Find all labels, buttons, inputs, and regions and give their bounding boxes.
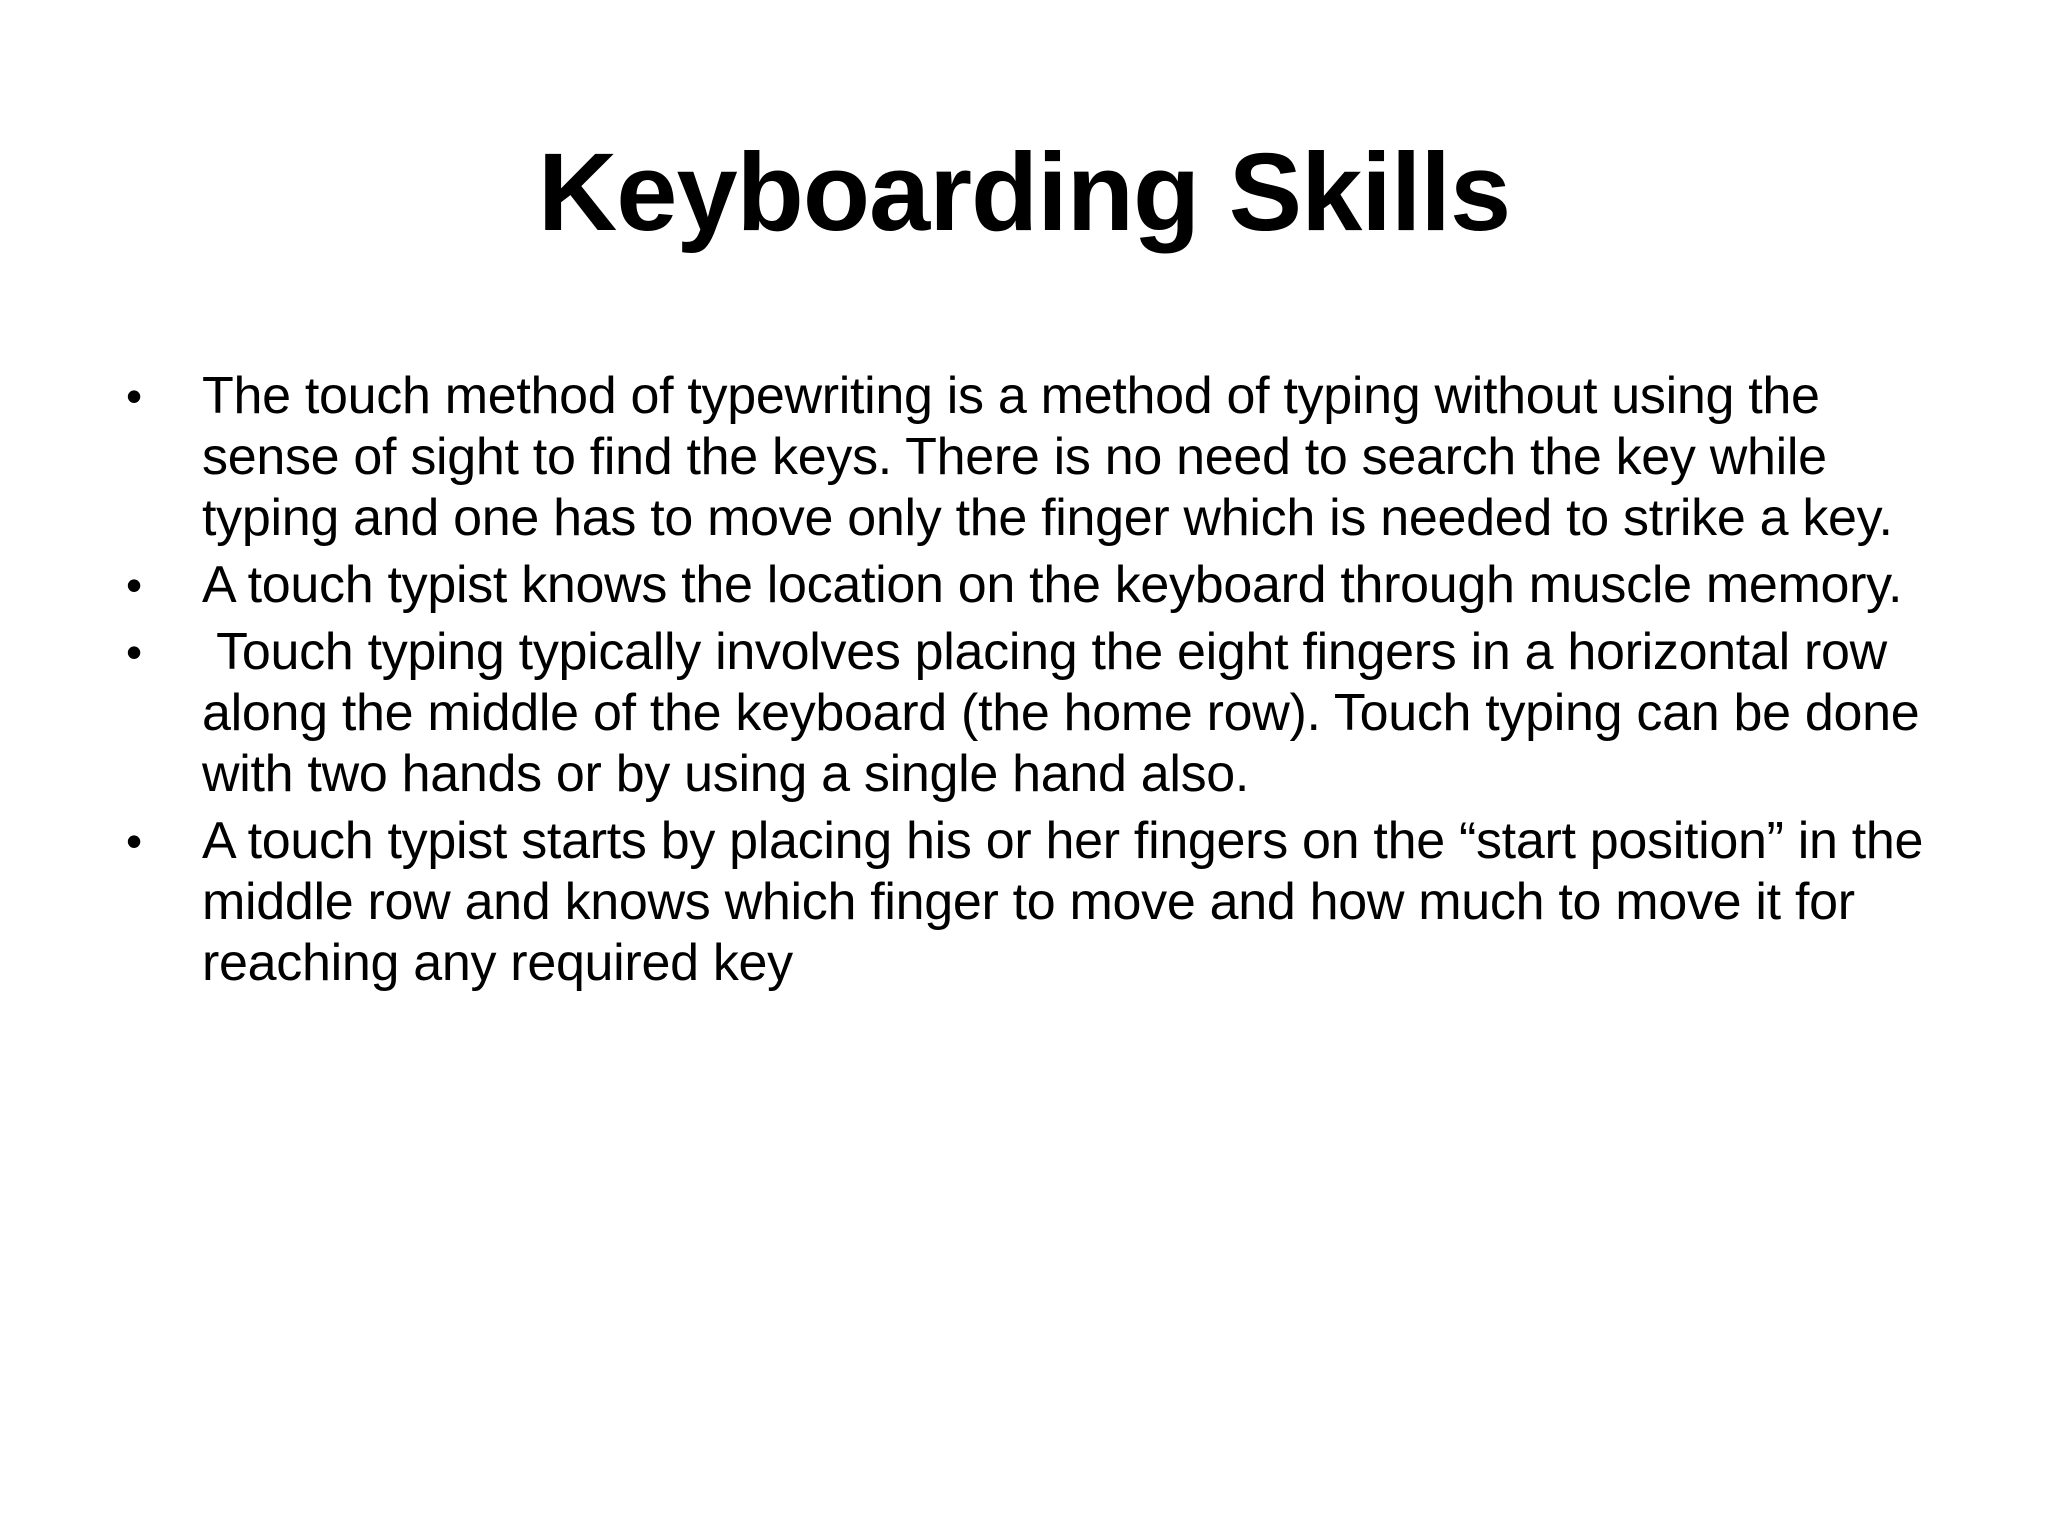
slide-title: Keyboarding Skills xyxy=(537,131,1511,254)
bullet-text: The touch method of typewriting is a method of typing without using the sense of sight to find the keys. There is no need to search the key while typing and one has to move only the finger which is needed to strike a key. xyxy=(202,367,1893,547)
bullet-dot-icon: • xyxy=(126,370,143,422)
bullet-item xyxy=(118,811,1938,994)
bullet-item xyxy=(118,555,1938,616)
bullet-text: A touch typist knows the location on the keyboard through muscle memory. xyxy=(202,556,1903,614)
bullet-dot-icon: • xyxy=(126,626,143,678)
bullet-item xyxy=(118,366,1938,549)
bullet-dot-icon: • xyxy=(126,815,143,867)
bullet-list xyxy=(118,366,1938,1000)
bullet-text: Touch typing typically involves placing the eight fingers in a horizontal row along the middle of the keyboard (the home row). Touch typing can be done with two hands or by using a single hand also. xyxy=(202,623,1934,803)
bullet-dot-icon: • xyxy=(126,559,143,611)
bullet-text: A touch typist starts by placing his or her fingers on the “start position” in the middle row and knows which finger to move and how much to move it for reaching any required key xyxy=(202,812,1924,992)
bullet-item xyxy=(118,622,1938,805)
